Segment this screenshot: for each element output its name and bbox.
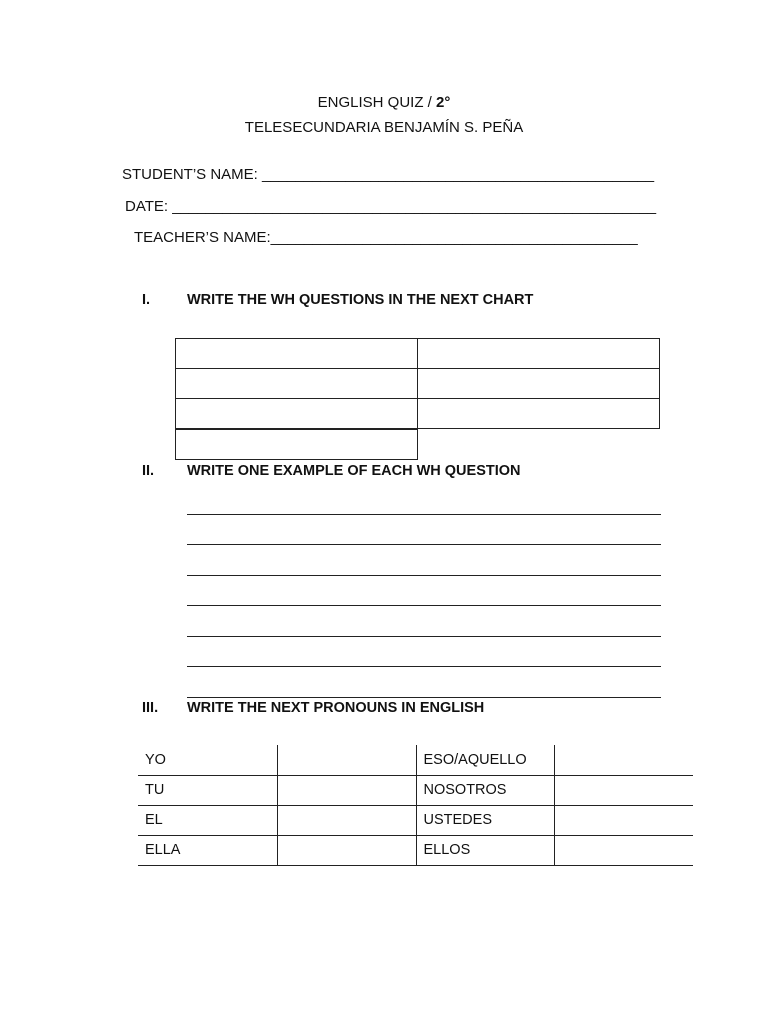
quiz-grade: 2° [436, 94, 451, 111]
spanish-pronoun: ELLOS [416, 835, 554, 865]
section-3-number: III. [142, 700, 159, 716]
english-answer-cell[interactable] [554, 805, 693, 835]
spanish-pronoun: NOSOTROS [416, 775, 554, 805]
english-answer-cell[interactable] [277, 835, 416, 865]
answer-line[interactable] [187, 544, 661, 545]
spanish-pronoun: ESO/AQUELLO [416, 745, 554, 775]
spanish-pronoun: ELLA [138, 835, 277, 865]
table-row [138, 775, 693, 805]
english-answer-cell[interactable] [277, 775, 416, 805]
spanish-pronoun: YO [138, 745, 277, 775]
wh-chart-cell[interactable] [417, 338, 660, 369]
answer-line[interactable] [187, 636, 661, 637]
quiz-title [0, 94, 768, 111]
table-row [138, 745, 693, 775]
teacher-name-field[interactable]: TEACHER’S NAME:____________________________________________ [134, 229, 638, 246]
wh-chart-cell[interactable] [175, 429, 418, 460]
answer-line[interactable] [187, 575, 661, 576]
english-answer-cell[interactable] [277, 805, 416, 835]
wh-chart-cell[interactable] [417, 398, 660, 429]
school-name: TELESECUNDARIA BENJAMÍN S. PEÑA [244, 119, 524, 136]
pronouns-table [138, 745, 693, 866]
english-answer-cell[interactable] [277, 745, 416, 775]
table-row [138, 805, 693, 835]
answer-line[interactable] [187, 605, 661, 606]
table-row [138, 835, 693, 865]
section-1-instruction: WRITE THE WH QUESTIONS IN THE NEXT CHART [187, 292, 534, 308]
wh-chart-cell[interactable] [175, 368, 418, 399]
wh-chart-cell[interactable] [175, 338, 418, 369]
spanish-pronoun: TU [138, 775, 277, 805]
english-answer-cell[interactable] [554, 775, 693, 805]
answer-line[interactable] [187, 697, 661, 698]
answer-line[interactable] [187, 666, 661, 667]
student-name-field[interactable]: STUDENT’S NAME: _______________________________________________ [122, 166, 655, 183]
wh-chart-cell[interactable] [175, 398, 418, 429]
section-2-instruction: WRITE ONE EXAMPLE OF EACH WH QUESTION [187, 463, 521, 479]
answer-line[interactable] [187, 514, 661, 515]
spanish-pronoun: EL [138, 805, 277, 835]
section-3-instruction: WRITE THE NEXT PRONOUNS IN ENGLISH [187, 700, 485, 716]
english-answer-cell[interactable] [554, 745, 693, 775]
wh-chart-cell[interactable] [417, 368, 660, 399]
date-field[interactable]: DATE: __________________________________________________________ [125, 198, 657, 215]
english-answer-cell[interactable] [554, 835, 693, 865]
quiz-title-text: ENGLISH QUIZ / [317, 94, 436, 111]
spanish-pronoun: USTEDES [416, 805, 554, 835]
section-2-number: II. [142, 463, 155, 479]
section-1-number: I. [142, 292, 151, 308]
